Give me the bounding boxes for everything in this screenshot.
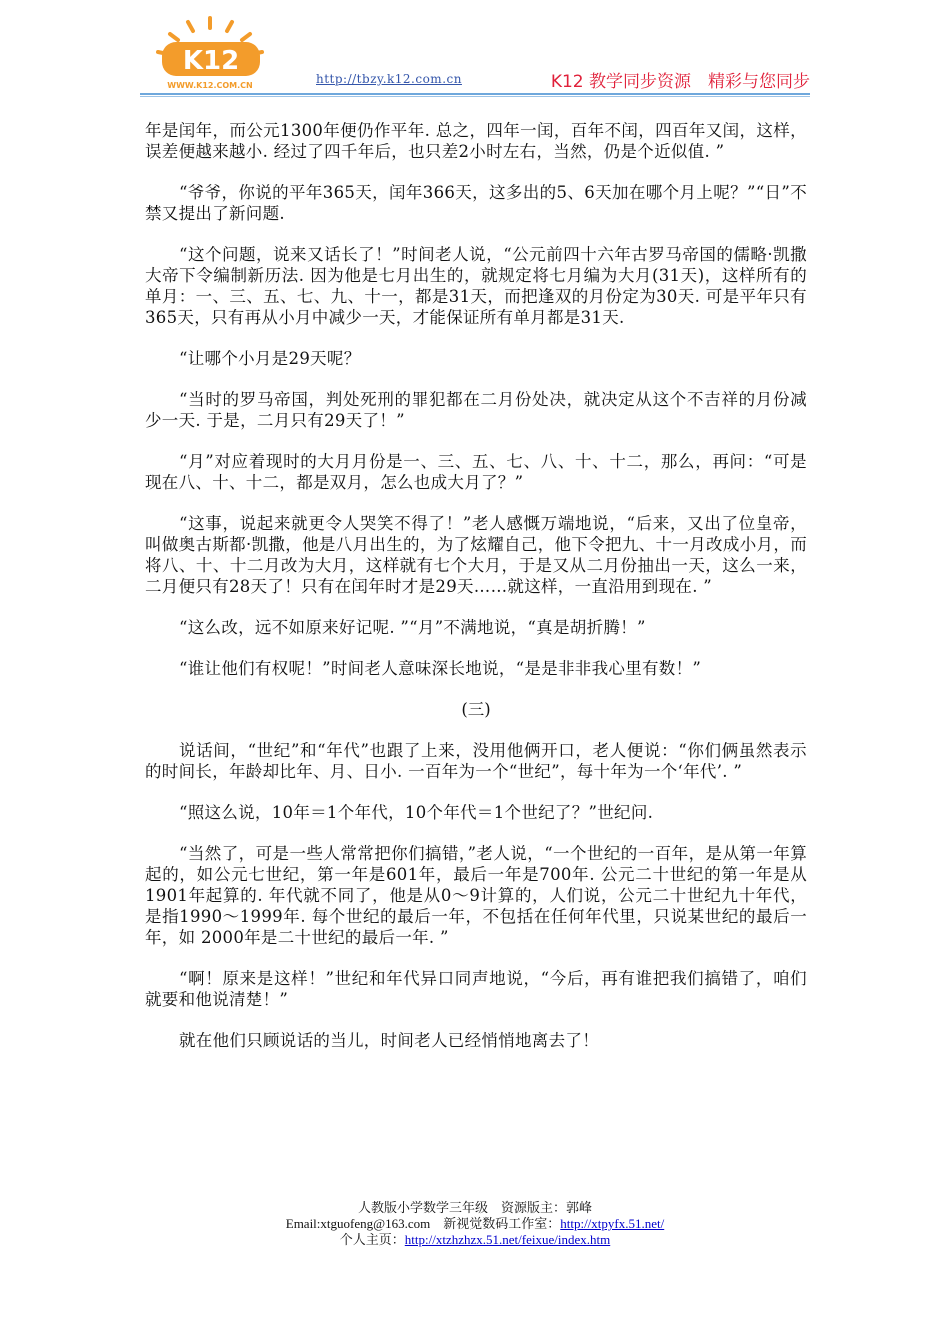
paragraph: “当然了，可是一些人常常把你们搞错，”老人说，“一个世纪的一百年，是从第一年算起的，如公元七世纪，第一年是601年，最后一年是700年. 公元二十世纪的第一年是从1901年起算的. 年代就不同了，他是从0～9计算的，人们说，公元二十世纪九十年代，是指1990～1999年. 每个世纪的最后一年，不包括在任何年代里，只说某世纪的最后一年，如 2000年是二十世纪的最后一年. ” xyxy=(145,844,807,947)
paragraph: “爷爷，你说的平年365天，闰年366天，这多出的5、6天加在哪个月上呢？”“日”不禁又提出了新问题. xyxy=(145,183,807,223)
paragraph: 年是闰年，而公元1300年便仍作平年. 总之，四年一闰，百年不闰，四百年又闰，这样，误差便越来越小. 经过了四千年后，也只差2小时左右，当然，仍是个近似值. ” xyxy=(145,121,807,161)
paragraph: 说话间，“世纪”和“年代”也跟了上来，没用他俩开口，老人便说：“你们俩虽然表示的时间长，年龄却比年、月、日小. 一百年为一个“世纪”，每十年为一个‘年代’. ” xyxy=(145,741,807,781)
footer-homepage xyxy=(0,1232,950,1248)
logo-text: K12 xyxy=(182,46,240,76)
paragraph: “啊！原来是这样！”世纪和年代异口同声地说，“今后，再有谁把我们搞错了，咱们就要和他说清楚！” xyxy=(145,969,807,1009)
paragraph: “这么改，远不如原来好记呢. ”“月”不满地说，“真是胡折腾！” xyxy=(179,618,646,637)
homepage-link[interactable]: http://xtzhzhzx.51.net/feixue/index.htm xyxy=(404,1232,611,1247)
paragraph: “谁让他们有权呢！”时间老人意味深长地说，“是是非非我心里有数！” xyxy=(179,659,702,678)
paragraph: “让哪个小月是29天呢？ xyxy=(179,349,361,368)
k12-logo xyxy=(140,14,280,94)
footer-credit: 人教版小学数学三年级 资源版主：郭峰 xyxy=(357,1200,592,1215)
studio-link[interactable]: http://xtpyfx.51.net/ xyxy=(560,1216,665,1231)
header-slogan: K12 教学同步资源 精彩与您同步 xyxy=(550,72,810,92)
header-divider-thin xyxy=(140,96,810,97)
logo-site: WWW.K12.COM.CN xyxy=(167,81,253,90)
paragraph: “这事，说起来就更令人哭笑不得了！”老人感慨万端地说，“后来，又出了位皇帝，叫做奥古斯都·凯撒，他是八月出生的，为了炫耀自己，他下令把九、十一月改成小月，而将八、十、十二月改为大月，这样就有七个大月，于是又从二月份抽出一天，这么一来，二月便只有28天了！只有在闰年时才是29天……就这样，一直沿用到现在. ” xyxy=(145,514,807,596)
page-footer xyxy=(0,1200,950,1248)
paragraph: “这个问题，说来又话长了！”时间老人说，“公元前四十六年古罗马帝国的儒略·凯撒大帝下令编制新历法. 因为他是七月出生的，就规定将七月编为大月(31天)，这样所有的单月：一、三、五、七、九、十一，都是31天，而把逢双的月份定为30天. 可是平年只有365天，只有再从小月中减少一天，才能保证所有单月都是31天. xyxy=(145,245,807,327)
paragraph: 就在他们只顾说话的当儿，时间老人已经悄悄地离去了！ xyxy=(179,1031,599,1050)
header-url-link[interactable]: http://tbzy.k12.com.cn xyxy=(316,72,462,86)
paragraph: “月”对应着现时的大月月份是一、三、五、七、八、十、十二，那么，再问：“可是现在八、十、十二，都是双月，怎么也成大月了？” xyxy=(145,452,807,492)
page-header xyxy=(140,14,810,96)
footer-email: Email:xtguofeng@163.com 新视觉数码工作室： xyxy=(285,1216,561,1231)
paragraph: “当时的罗马帝国，判处死刑的罪犯都在二月份处决，就决定从这个不吉祥的月份减少一天. 于是，二月只有29天了！” xyxy=(145,390,807,430)
header-divider xyxy=(140,93,810,95)
document-body xyxy=(145,120,807,1071)
footer-contact xyxy=(0,1216,950,1232)
homepage-label: 个人主页： xyxy=(339,1232,405,1247)
paragraph: “照这么说，10年＝1个年代，10个年代＝1个世纪了？”世纪问. xyxy=(179,803,654,822)
section-heading: (三) xyxy=(461,700,491,719)
